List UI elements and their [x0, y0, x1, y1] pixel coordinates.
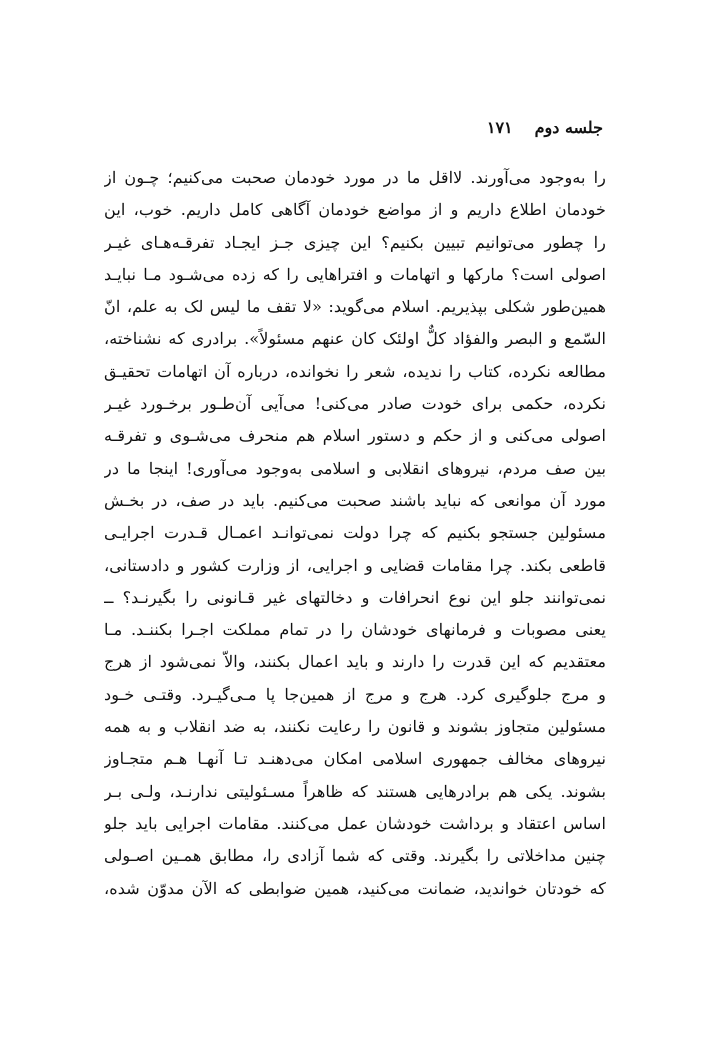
text-line: السّمع و البصر والفؤاد کلٌّ اولئک کان عنهم مسئولاً». برادری که نشناخته،: [104, 329, 606, 349]
text-line: همین‌طور شکلی بپذیریم. اسلام می‌گوید: «لا تقف ما لیس لک به علم، انّ: [104, 297, 606, 317]
text-line: را چطور می‌توانیم تبیین بکنیم؟ این چیزی جـز ایجـاد تفرقـه‌هـای غیـر: [104, 232, 606, 252]
text-line: و مرج جلوگیری کرد. هرج و مرج از همین‌جا پا مـی‌گیـرد. وقتـی خـود: [104, 684, 606, 704]
running-header: [105, 118, 603, 146]
text-line: چنین مداخلاتی را بگیرند. وقتی که شما آزادی را، مطابق همـین اصـولی: [104, 846, 606, 866]
text-line: خودمان اطلاع داریم و از مواضع خودمان آگاهی کامل داریم. خوب، این: [104, 200, 606, 220]
text-line: مورد آن موانعی که نباید باشند صحبت می‌کنیم. باید در صف، در بخـش: [104, 490, 606, 510]
text-line: مطالعه نکرده، کتاب را ندیده، شعر را نخوانده، درباره آن اتهامات تحقیـق: [104, 361, 606, 381]
text-line: یعنی مصوبات و فرمانهای خودشان را در تمام مملکت اجـرا بکننـد. مـا: [104, 620, 606, 640]
text-line: اصولی است؟ مارکها و اتهامات و افتراهایی را که زده می‌شـود مـا نبایـد: [104, 264, 606, 284]
text-line: قاطعی بکند. چرا مقامات قضایی و اجرایی، از وزارت کشور و دادستانی،: [104, 555, 606, 575]
body-text: [104, 162, 606, 905]
text-line: مسئولین جستجو بکنیم که چرا دولت نمی‌توانـد اعمـال قـدرت اجرایـی: [104, 523, 606, 543]
text-line: بشوند. یکی هم برادرهایی هستند که ظاهراً مسـئولیتی ندارنـد، ولـی بـر: [104, 781, 606, 801]
text-line: اساس اعتقاد و برداشت خودشان عمل می‌کنند. مقامات اجرایی باید جلو: [104, 813, 606, 833]
text-line: مسئولین متجاوز بشوند و قانون را رعایت نکنند، به ضد انقلاب و به همه: [104, 717, 606, 737]
chapter-title: جلسه دوم: [534, 118, 603, 137]
text-line: بین صف مردم، نیروهای انقلابی و اسلامی به‌وجود می‌آوری! اینجا ما در: [104, 458, 606, 478]
page-number: ۱۷۱: [486, 118, 513, 137]
text-line: نکرده، حکمی برای خودت صادر می‌کنی! می‌آیی آن‌طـور برخـورد غیـر: [104, 394, 606, 414]
text-line: اصولی می‌کنی و از حکم و دستور اسلام هم منحرف می‌شـوی و تفرقـه: [104, 426, 606, 446]
text-line: نمی‌توانند جلو این نوع انحرافات و دخالتهای غیر قـانونی را بگیرنـد؟ ــ: [104, 587, 606, 607]
text-line: معتقدیم که این قدرت را دارند و باید اعمال بکنند، والاّ نمی‌شود از هرج: [104, 652, 606, 672]
text-line: نیروهای مخالف جمهوری اسلامی امکان می‌دهنـد تـا آنهـا هـم متجـاوز: [104, 749, 606, 769]
text-line: که خودتان خواندید، ضمانت می‌کنید، همین ضوابطی که الآن مدوّن شده،: [104, 878, 606, 898]
text-line: را به‌وجود می‌آورند. لااقل ما در مورد خودمان صحبت می‌کنیم؛ چـون از: [104, 168, 606, 187]
